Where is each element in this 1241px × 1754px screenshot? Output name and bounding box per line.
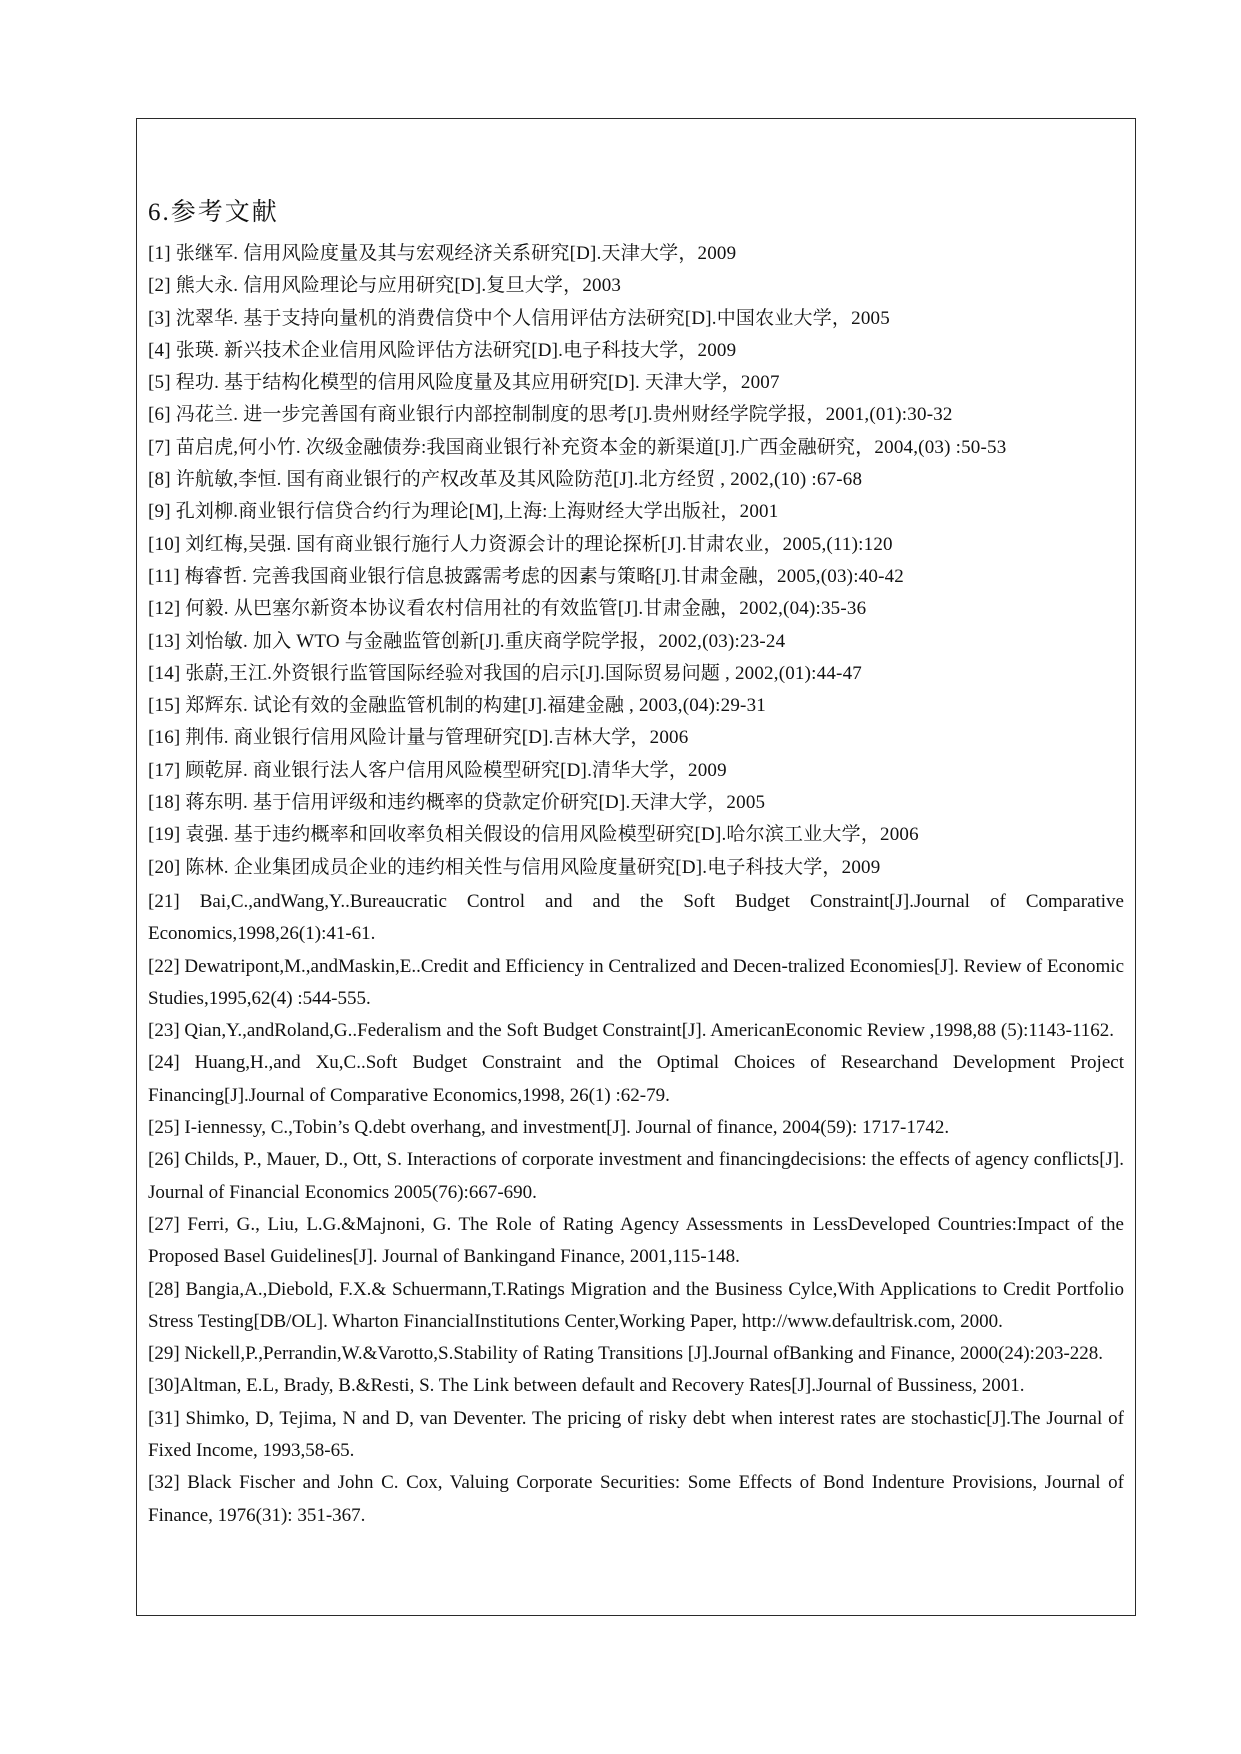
reference-item: [20] 陈林. 企业集团成员企业的违约相关性与信用风险度量研究[D].电子科技大学，2009: [148, 856, 881, 878]
references-section: [148, 196, 1124, 1532]
reference-item: [1] 张继军. 信用风险度量及其与宏观经济关系研究[D].天津大学，2009: [148, 243, 737, 264]
reference-item: [13] 刘怡敏. 加入 WTO 与金融监管创新[J].重庆商学院学报，2002,(03):23-24: [148, 630, 786, 652]
reference-item: [7] 苗启虎,何小竹. 次级金融债券:我国商业银行补充资本金的新渠道[J].广西金融研究，2004,(03) :50-53: [148, 436, 1007, 458]
reference-item: [10] 刘红梅,吴强. 国有商业银行施行人力资源会计的理论探析[J].甘肃农业，2005,(11):120: [148, 533, 893, 555]
reference-item: [26] Childs, P., Mauer, D., Ott, S. Interactions of corporate investment and financingdecisions: the effects of agency conflicts[J]. Journal of Financial Economics 2005(76):667-690.: [148, 1149, 1124, 1203]
reference-item: [21] Bai,C.,andWang,Y..Bureaucratic Control and and the Soft Budget Constraint[J].Journal of Comparative Economics,1998,26(1):41-61.: [148, 890, 1124, 945]
reference-item: [23] Qian,Y.,andRoland,G..Federalism and the Soft Budget Constraint[J]. AmericanEconomic Review ,1998,88 (5):1143-1162.: [148, 1020, 1115, 1042]
reference-item: [18] 蒋东明. 基于信用评级和违约概率的贷款定价研究[D].天津大学，2005: [148, 792, 766, 814]
reference-item: [2] 熊大永. 信用风险理论与应用研究[D].复旦大学，2003: [148, 275, 622, 297]
reference-item: [31] Shimko, D, Tejima, N and D, van Deventer. The pricing of risky debt when interest rates are stochastic[J].The Journal of Fixed Income, 1993,58-65.: [148, 1407, 1124, 1461]
reference-item: [22] Dewatripont,M.,andMaskin,E..Credit and Efficiency in Centralized and Decen-tralized Economies[J]. Review of Economic Studies,1995,62(4) :544-555.: [148, 955, 1124, 1009]
reference-item: [32] Black Fischer and John C. Cox, Valuing Corporate Securities: Some Effects of Bond Indenture Provisions, Journal of Finance, 1976(31): 351-367.: [148, 1472, 1124, 1526]
reference-item: [19] 袁强. 基于违约概率和回收率负相关假设的信用风险模型研究[D].哈尔滨工业大学，2006: [148, 824, 919, 846]
reference-item: [24] Huang,H.,and Xu,C..Soft Budget Constraint and the Optimal Choices of Researchand Development Project Financing[J].Journal of Comparative Economics,1998, 26(1) :62-79.: [148, 1052, 1124, 1106]
reference-item: [16] 荆伟. 商业银行信用风险计量与管理研究[D].吉林大学，2006: [148, 727, 689, 749]
references-cn-list: [148, 238, 1124, 884]
section-title: 6.参考文献: [148, 199, 279, 226]
reference-item: [4] 张瑛. 新兴技术企业信用风险评估方法研究[D].电子科技大学，2009: [148, 339, 737, 361]
reference-item: [11] 梅睿哲. 完善我国商业银行信息披露需考虑的因素与策略[J].甘肃金融，2005,(03):40-42: [148, 565, 905, 587]
reference-item: [5] 程功. 基于结构化模型的信用风险度量及其应用研究[D]. 天津大学，2007: [148, 372, 780, 394]
reference-item: [17] 顾乾屏. 商业银行法人客户信用风险模型研究[D].清华大学，2009: [148, 759, 727, 781]
reference-item: [6] 冯花兰. 进一步完善国有商业银行内部控制制度的思考[J].贵州财经学院学报，2001,(01):30-32: [148, 404, 953, 426]
references-en-list: [148, 886, 1124, 1532]
reference-item: [8] 许航敏,李恒. 国有商业银行的产权改革及其风险防范[J].北方经贸 , 2002,(10) :67-68: [148, 469, 863, 491]
reference-item: [12] 何毅. 从巴塞尔新资本协议看农村信用社的有效监管[J].甘肃金融，2002,(04):35-36: [148, 598, 867, 620]
reference-item: [15] 郑辉东. 试论有效的金融监管机制的构建[J].福建金融 , 2003,(04):29-31: [148, 695, 766, 717]
reference-item: [27] Ferri, G., Liu, L.G.&Majnoni, G. The Role of Rating Agency Assessments in LessDeveloped Countries:Impact of the Proposed Basel Guidelines[J]. Journal of Bankingand Finance, 2001,115-148.: [148, 1213, 1124, 1268]
reference-item: [14] 张蔚,王江.外资银行监管国际经验对我国的启示[J].国际贸易问题 , 2002,(01):44-47: [148, 662, 862, 684]
reference-item: [29] Nickell,P.,Perrandin,W.&Varotto,S.Stability of Rating Transitions [J].Journal ofBanking and Finance, 2000(24):203-228.: [148, 1343, 1104, 1365]
reference-item: [30]Altman, E.L, Brady, B.&Resti, S. The Link between default and Recovery Rates[J].Journal of Bussiness, 2001.: [148, 1375, 1025, 1397]
reference-item: [3] 沈翠华. 基于支持向量机的消费信贷中个人信用评估方法研究[D].中国农业大学，2005: [148, 307, 890, 329]
reference-item: [28] Bangia,A.,Diebold, F.X.& Schuermann,T.Ratings Migration and the Business Cylce,With Applications to Credit Portfolio Stress Testing[DB/OL]. Wharton FinancialInstitutions Center,Working Paper, http://www.defaultrisk.com, 2000.: [148, 1278, 1124, 1332]
reference-item: [9] 孔刘柳.商业银行信贷合约行为理论[M],上海:上海财经大学出版社，2001: [148, 501, 779, 523]
reference-item: [25] I-iennessy, C.,Tobin’s Q.debt overhang, and investment[J]. Journal of finance, 2004(59): 1717-1742.: [148, 1117, 950, 1139]
